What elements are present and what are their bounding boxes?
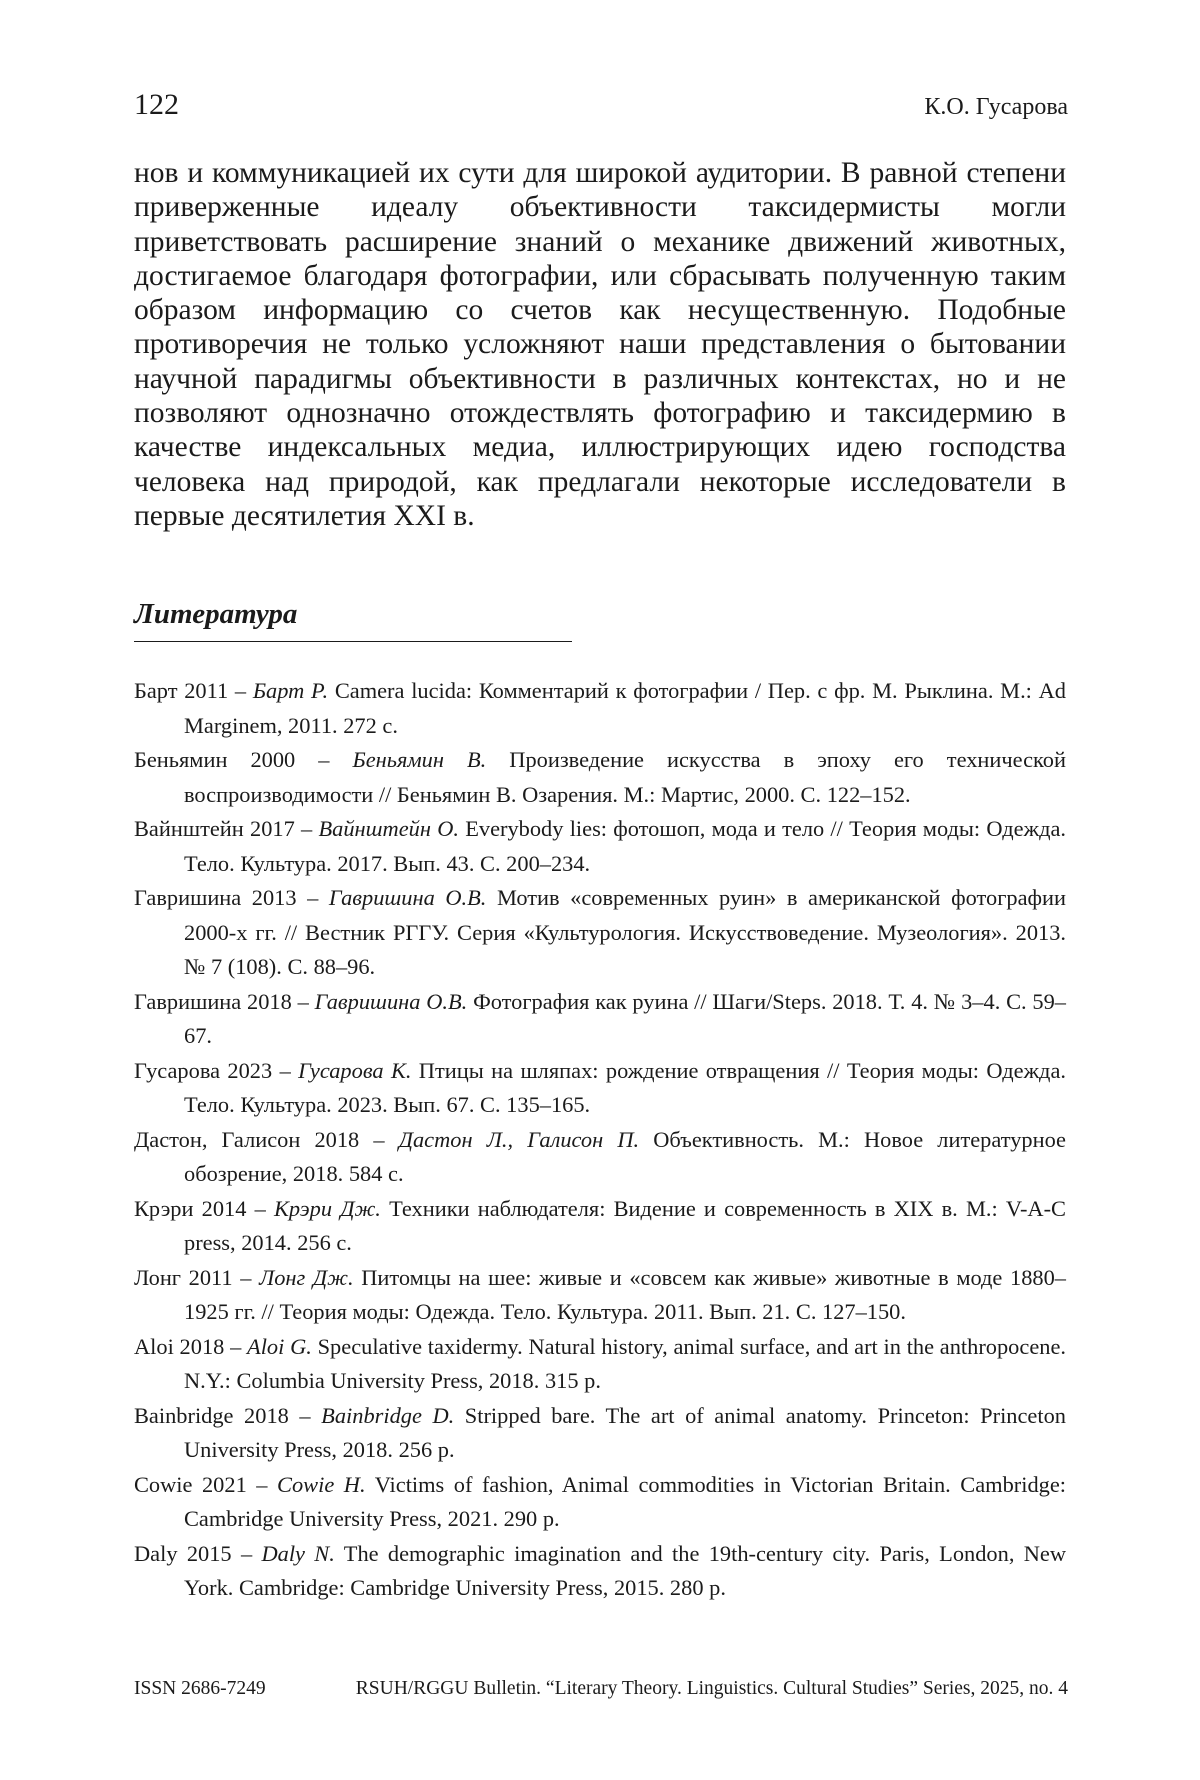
reference-author: Крэри Дж. [274, 1195, 381, 1221]
reference-key: Daly 2015 – [134, 1540, 262, 1566]
reference-author: Cowie H. [277, 1471, 366, 1497]
reference-key: Барт 2011 – [134, 678, 253, 703]
reference-author: Вайнштейн О. [318, 816, 459, 841]
reference-text: Everybody lies: фотошоп, мода и тело // Теория моды: Одежда. Тело. Культура. 2017. Вып. 43. С. 200–234. [184, 816, 1066, 876]
reference-item [134, 1123, 1066, 1192]
reference-text: Мотив «современных руин» в американской фотографии 2000-х гг. // Вестник РГГУ. Серия «Культурология. Искусствоведение. Музеология». 2013. № 7 (108). С. 88–96. [184, 885, 1066, 979]
page-number: 122 [134, 88, 179, 121]
reference-text: Питомцы на шее: живые и «совсем как живые» животные в моде 1880–1925 гг. // Теория моды: Одежда. Тело. Культура. 2011. Вып. 21. С. 127–150. [184, 1264, 1066, 1324]
reference-key: Гавришина 2018 – [134, 988, 315, 1014]
reference-text: Произведение искусства в эпоху его технической воспроизводимости // Беньямин В. Озарения. М.: Мартис, 2000. С. 122–152. [184, 747, 1066, 807]
reference-item [134, 1399, 1066, 1468]
reference-text: Птицы на шляпах: рождение отвращения // Теория моды: Одежда. Тело. Культура. 2023. Вып. 67. С. 135–165. [184, 1057, 1066, 1117]
reference-text: Speculative taxidermy. Natural history, animal surface, and art in the anthropocene. N.Y.: Columbia University Press, 2018. 315 p. [184, 1333, 1066, 1393]
reference-key: Гавришина 2013 – [134, 885, 329, 910]
reference-text: Объективность. М.: Новое литературное обозрение, 2018. 584 с. [184, 1126, 1066, 1186]
reference-author: Гавришина О.В. [314, 988, 468, 1014]
reference-author: Daly N. [261, 1540, 335, 1566]
reference-key: Aloi 2018 – [134, 1333, 248, 1359]
reference-author: Дастон Л., Галисон П. [398, 1126, 640, 1152]
reference-text: The demographic imagination and the 19th-century city. Paris, London, New York. Cambridge: Cambridge University Press, 2015. 280 p. [184, 1540, 1067, 1600]
reference-item [134, 1192, 1066, 1261]
reference-item [134, 674, 1066, 743]
reference-item [134, 1261, 1066, 1330]
reference-author: Барт Р. [252, 678, 329, 703]
reference-author: Aloi G. [247, 1333, 312, 1359]
reference-item [134, 1537, 1066, 1606]
reference-text: Stripped bare. The art of animal anatomy. Princeton: Princeton University Press, 2018. 256 p. [184, 1402, 1066, 1462]
reference-key: Вайнштейн 2017 – [134, 816, 319, 841]
page-footer [134, 1678, 1068, 1700]
reference-item [134, 881, 1066, 985]
reference-author: Гусарова К. [298, 1057, 412, 1083]
reference-author: Гавришина О.В. [328, 885, 487, 910]
running-head [134, 88, 1068, 122]
body-paragraph: нов и коммуникацией их сути для широкой аудитории. В равной степени приверженные идеалу объективности таксидермисты могли приветствовать расширение знаний о механике движений животных, достигаемое благодаря фотографии, или сбрасывать полученную таким образом информацию со счетов как несущественную. Подобные противоречия не только усложняют наши представления о бытовании научной парадигмы объективности в различных контекстах, но и не позволяют однозначно отождествлять фотографию и таксидермию в качестве индексальных медиа, иллюстрирующих идею господства человека над природой, как предлагали некоторые исследователи в первые десятилетия XXI в. [134, 157, 1066, 532]
reference-key: Гусарова 2023 – [134, 1057, 299, 1083]
references-list [134, 674, 1066, 1606]
reference-key: Cowie 2021 – [134, 1471, 278, 1497]
footer-issn: ISSN 2686-7249 [134, 1678, 266, 1699]
reference-item [134, 743, 1066, 812]
footer-journal: RSUH/RGGU Bulletin. “Literary Theory. Linguistics. Cultural Studies” Series, 2025, no. 4 [355, 1678, 1068, 1699]
reference-text: Victims of fashion, Animal commodities in Victorian Britain. Cambridge: Cambridge University Press, 2021. 290 p. [184, 1471, 1066, 1531]
reference-author: Bainbridge D. [321, 1402, 455, 1428]
references-title: Литература [134, 598, 572, 642]
reference-item [134, 985, 1066, 1054]
reference-author: Лонг Дж. [259, 1264, 354, 1290]
running-author: К.О. Гусарова [924, 94, 1068, 120]
reference-key: Дастон, Галисон 2018 – [134, 1126, 399, 1152]
reference-item [134, 1330, 1066, 1399]
reference-item [134, 1054, 1066, 1123]
reference-author: Беньямин В. [352, 747, 487, 772]
reference-item [134, 1468, 1066, 1537]
reference-text: Техники наблюдателя: Видение и современность в XIX в. М.: V-A-C press, 2014. 256 с. [184, 1195, 1066, 1255]
reference-text: Фотография как руина // Шаги/Steps. 2018. Т. 4. № 3–4. С. 59–67. [184, 988, 1066, 1048]
reference-key: Крэри 2014 – [134, 1195, 274, 1221]
reference-item [134, 812, 1066, 881]
reference-text: Camera lucida: Комментарий к фотографии / Пер. с фр. М. Рыклина. М.: Ad Marginem, 2011. 272 с. [184, 678, 1067, 738]
reference-key: Беньямин 2000 – [134, 747, 353, 772]
reference-key: Bainbridge 2018 – [134, 1402, 322, 1428]
reference-key: Лонг 2011 – [134, 1264, 260, 1290]
